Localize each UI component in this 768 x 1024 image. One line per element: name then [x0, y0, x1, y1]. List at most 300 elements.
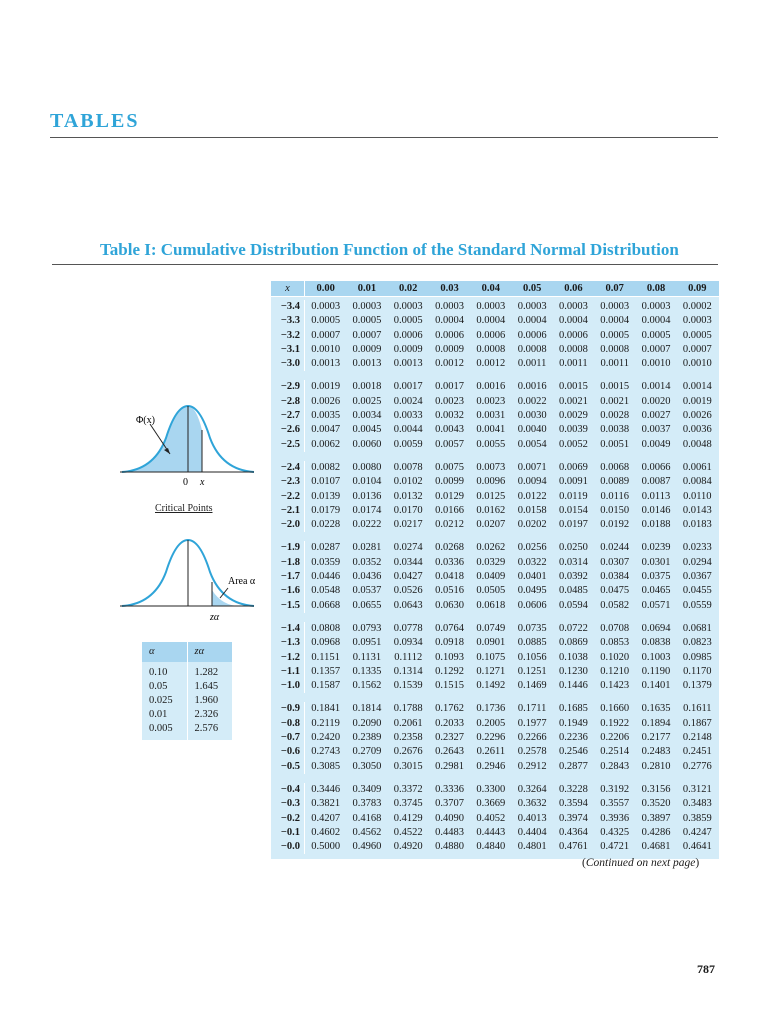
- tail-shaded-area: [212, 590, 240, 606]
- table-cell: 0.3821: [311, 798, 341, 810]
- table-cell: 0.0582: [600, 599, 630, 611]
- table-cell: 0.0594: [558, 599, 588, 611]
- table-cell: 0.2912: [517, 760, 547, 772]
- table-cell: 0.0061: [682, 461, 712, 473]
- table-cell: 0.4483: [435, 826, 464, 838]
- table-cell: 0.0018: [352, 381, 382, 393]
- table-row: [271, 783, 719, 797]
- row-x-value: −3.4: [271, 300, 305, 314]
- table-cell: 0.0012: [476, 358, 506, 370]
- table-cell: 0.0170: [393, 504, 423, 516]
- table-row: [142, 722, 232, 740]
- table-cell: 0.0013: [352, 358, 382, 370]
- table-cell: 0.0002: [682, 301, 712, 312]
- table-cell: 0.0618: [476, 599, 506, 611]
- table-cell: 0.2546: [558, 746, 588, 758]
- table-cell: 0.0005: [600, 329, 630, 341]
- table-cell: 0.0202: [517, 519, 547, 531]
- table-cell: 0.4168: [352, 812, 382, 824]
- table-cell: 0.1020: [600, 651, 630, 663]
- table-cell: 0.0071: [517, 461, 547, 473]
- table-cell: 0.0146: [641, 504, 671, 516]
- table-cell: 0.0008: [517, 343, 547, 355]
- table-row: [142, 708, 232, 722]
- row-x-value: −2.7: [271, 409, 305, 423]
- table-cell: 0.0322: [517, 556, 547, 568]
- row-x-value: −3.2: [271, 329, 305, 343]
- table-cell: 0.1446: [558, 680, 588, 692]
- row-x-value: −0.2: [271, 812, 305, 826]
- table-cell: 0.2358: [393, 732, 423, 744]
- table-cell: 0.0049: [641, 438, 671, 450]
- z-alpha-label: zα: [210, 612, 220, 623]
- table-cell: 0.1401: [641, 680, 671, 692]
- table-cell: 0.4801: [517, 841, 547, 853]
- table-cell: 0.2266: [517, 732, 547, 744]
- table-cell: 0.0119: [559, 490, 588, 502]
- table-cell: 0.4404: [517, 826, 547, 838]
- continued-close: ): [695, 857, 700, 869]
- column-header: 0.07: [605, 283, 624, 294]
- table-cell: 0.0030: [517, 410, 547, 422]
- table-row: [271, 731, 719, 745]
- page-number: 787: [697, 962, 715, 976]
- row-x-value: −3.3: [271, 314, 305, 328]
- table-cell: 0.0764: [435, 622, 464, 634]
- table-cell: 0.0068: [600, 461, 630, 473]
- table-cell: 0.0031: [476, 410, 506, 422]
- table-cell: 0.1469: [517, 680, 547, 692]
- table-cell: 0.0003: [435, 301, 464, 312]
- row-x-value: −3.0: [271, 357, 305, 371]
- row-group: [271, 380, 719, 451]
- table-cell: 0.3936: [600, 812, 630, 824]
- table-cell: 0.4207: [311, 812, 341, 824]
- table-cell: 0.0838: [641, 637, 671, 649]
- table-cell: 0.0007: [311, 329, 341, 341]
- table-cell: 0.0003: [600, 301, 630, 312]
- table-cell: 0.0505: [476, 585, 506, 597]
- table-cell: 0.0099: [435, 476, 464, 488]
- table-cell: 0.0122: [517, 490, 547, 502]
- table-cell: 0.1685: [558, 703, 588, 715]
- column-header: 0.00: [316, 283, 335, 294]
- table-cell: 0.0007: [682, 343, 712, 355]
- table-cell: 0.4052: [476, 812, 506, 824]
- table-cell: 0.0495: [517, 585, 547, 597]
- table-cell: 0.1271: [476, 665, 506, 677]
- table-cell: 0.5000: [311, 841, 341, 853]
- table-cell: 0.0668: [311, 599, 341, 611]
- table-cell: 0.0262: [476, 542, 506, 554]
- table-cell: 0.0132: [393, 490, 423, 502]
- table-cell: 0.1788: [393, 703, 423, 715]
- table-cell: 0.0075: [435, 461, 464, 473]
- table-cell: 0.0003: [517, 301, 547, 312]
- table-cell: 0.0009: [435, 343, 464, 355]
- table-cell: 0.0019: [682, 395, 712, 407]
- table-row: [142, 680, 232, 694]
- table-cell: 0.3632: [517, 798, 547, 810]
- table-cell: 0.0301: [641, 556, 671, 568]
- table-cell: 0.0778: [393, 622, 423, 634]
- table-cell: 0.0026: [311, 395, 341, 407]
- table-cell: 0.0010: [682, 358, 712, 370]
- table-cell: 0.1170: [683, 665, 712, 677]
- table-cell: 0.0239: [641, 542, 671, 554]
- table-cell: 0.0004: [641, 315, 671, 327]
- table-cell: 0.1894: [641, 717, 671, 729]
- table-cell: 0.0384: [600, 571, 630, 583]
- row-x-value: −2.8: [271, 395, 305, 409]
- table-cell: 0.0722: [558, 622, 588, 634]
- table-cell: 0.0011: [559, 358, 588, 370]
- table-cell: 0.1762: [435, 703, 464, 715]
- alpha-header: α: [142, 642, 187, 662]
- table-cell: 0.3859: [682, 812, 712, 824]
- critical-point-illustration: [116, 520, 256, 624]
- z-value: 1.282: [194, 667, 219, 678]
- table-cell: 0.0005: [311, 315, 341, 327]
- row-x-value: −0.5: [271, 760, 305, 774]
- table-cell: 0.2981: [435, 760, 464, 772]
- table-cell: 0.0006: [435, 329, 464, 341]
- table-cell: 0.0055: [476, 438, 506, 450]
- table-cell: 0.0192: [600, 519, 630, 531]
- table-cell: 0.0526: [393, 585, 423, 597]
- table-cell: 0.0010: [641, 358, 671, 370]
- table-cell: 0.0059: [393, 438, 423, 450]
- table-row: [271, 679, 719, 693]
- table-row: [271, 556, 719, 570]
- table-cell: 0.2843: [600, 760, 630, 772]
- z-alpha-header: zα: [187, 642, 232, 662]
- row-x-value: −0.0: [271, 840, 305, 854]
- table-cell: 0.0054: [517, 438, 547, 450]
- table-cell: 0.0409: [476, 571, 506, 583]
- table-cell: 0.0016: [476, 381, 506, 393]
- table-row: [271, 622, 719, 636]
- table-cell: 0.0008: [476, 343, 506, 355]
- table-cell: 0.1492: [476, 680, 506, 692]
- table-cell: 0.0004: [476, 315, 506, 327]
- table-cell: 0.0869: [558, 637, 588, 649]
- table-cell: 0.0005: [641, 329, 671, 341]
- table-row: [271, 490, 719, 504]
- row-x-value: −0.4: [271, 783, 305, 797]
- table-cell: 0.0708: [600, 622, 630, 634]
- table-cell: 0.0548: [311, 585, 341, 597]
- row-x-value: −1.5: [271, 599, 305, 613]
- table-cell: 0.3156: [641, 783, 671, 795]
- table-cell: 0.2206: [600, 732, 630, 744]
- table-cell: 0.3446: [311, 783, 341, 795]
- table-cell: 0.0418: [435, 571, 464, 583]
- table-cell: 0.0013: [311, 358, 341, 370]
- table-cell: 0.0014: [641, 381, 671, 393]
- table-cell: 0.4286: [641, 826, 671, 838]
- x-label: x: [200, 477, 205, 488]
- column-header: 0.02: [399, 283, 418, 294]
- table-cell: 0.0125: [476, 490, 506, 502]
- table-row: [271, 438, 719, 452]
- table-row: [271, 717, 719, 731]
- continued-note: [582, 857, 699, 869]
- title-rule: [52, 264, 718, 265]
- table-cell: 0.0047: [311, 424, 341, 436]
- table-cell: 0.0008: [600, 343, 630, 355]
- row-x-value: −1.2: [271, 651, 305, 665]
- table-cell: 0.0062: [311, 438, 341, 450]
- table-cell: 0.4602: [311, 826, 341, 838]
- table-cell: 0.0073: [476, 461, 506, 473]
- table-cell: 0.0294: [682, 556, 712, 568]
- table-cell: 0.0096: [476, 476, 506, 488]
- table-row: [271, 504, 719, 518]
- table-cell: 0.0026: [682, 410, 712, 422]
- table-cell: 0.0025: [352, 395, 382, 407]
- table-cell: 0.0004: [435, 315, 464, 327]
- row-x-value: −1.3: [271, 636, 305, 650]
- table-cell: 0.1357: [311, 665, 341, 677]
- table-row: [271, 797, 719, 811]
- table-cell: 0.2877: [558, 760, 588, 772]
- table-cell: 0.1949: [558, 717, 588, 729]
- table-cell: 0.0007: [641, 343, 671, 355]
- table-cell: 0.0040: [517, 424, 547, 436]
- row-x-value: −2.4: [271, 461, 305, 475]
- table-cell: 0.0004: [600, 315, 630, 327]
- table-cell: 0.4522: [393, 826, 423, 838]
- table-cell: 0.0010: [311, 343, 341, 355]
- table-cell: 0.0006: [393, 329, 423, 341]
- alpha-value: 0.01: [142, 708, 187, 722]
- table-cell: 0.0014: [682, 381, 712, 393]
- table-cell: 0.0516: [435, 585, 464, 597]
- table-cell: 0.0485: [558, 585, 588, 597]
- table-cell: 0.1056: [517, 651, 547, 663]
- table-cell: 0.0078: [393, 461, 423, 473]
- table-cell: 0.0559: [682, 599, 712, 611]
- table-cell: 0.4641: [682, 841, 712, 853]
- table-cell: 0.0985: [682, 651, 712, 663]
- table-cell: 0.1587: [311, 680, 341, 692]
- table-cell: 0.2177: [641, 732, 671, 744]
- table-cell: 0.0681: [682, 622, 712, 634]
- table-row: [271, 343, 719, 357]
- table-cell: 0.0367: [682, 571, 712, 583]
- table-cell: 0.0427: [393, 571, 423, 583]
- table-cell: 0.2776: [682, 760, 712, 772]
- table-cell: 0.0401: [517, 571, 547, 583]
- column-header: 0.06: [564, 283, 583, 294]
- table-cell: 0.0179: [311, 504, 341, 516]
- table-row: [271, 665, 719, 679]
- table-cell: 0.0007: [352, 329, 382, 341]
- table-cell: 0.3372: [393, 783, 423, 795]
- table-cell: 0.0968: [311, 637, 341, 649]
- table-cell: 0.1151: [311, 651, 340, 663]
- table-cell: 0.0037: [641, 424, 671, 436]
- table-cell: 0.0003: [476, 301, 506, 312]
- table-cell: 0.0039: [558, 424, 588, 436]
- table-cell: 0.1423: [600, 680, 630, 692]
- table-row: [271, 826, 719, 840]
- table-cell: 0.0465: [641, 585, 671, 597]
- table-cell: 0.0005: [393, 315, 423, 327]
- table-row: [271, 840, 719, 854]
- table-cell: 0.2611: [476, 746, 506, 758]
- table-cell: 0.3300: [476, 783, 506, 795]
- table-header-row: [271, 281, 719, 297]
- table-cell: 0.3974: [558, 812, 588, 824]
- alpha-value: 0.05: [142, 680, 187, 694]
- heading-rule: [50, 137, 718, 138]
- z-value: 1.645: [194, 681, 219, 692]
- table-row: [271, 760, 719, 774]
- table-cell: 0.3336: [435, 783, 464, 795]
- table-cell: 0.0107: [311, 476, 341, 488]
- table-cell: 0.0188: [641, 519, 671, 531]
- table-row: [271, 812, 719, 826]
- table-row: [271, 745, 719, 759]
- table-cell: 0.0359: [311, 556, 341, 568]
- z-value: 1.960: [194, 695, 219, 706]
- row-x-value: −1.1: [271, 665, 305, 679]
- cdf-table: [271, 281, 719, 859]
- table-cell: 0.0197: [558, 519, 588, 531]
- table-cell: 0.0143: [682, 504, 712, 516]
- table-cell: 0.0455: [682, 585, 712, 597]
- table-cell: 0.3783: [352, 798, 382, 810]
- table-cell: 0.1112: [394, 651, 423, 663]
- row-x-value: −2.5: [271, 438, 305, 452]
- table-cell: 0.0749: [476, 622, 506, 634]
- table-cell: 0.2810: [641, 760, 671, 772]
- table-cell: 0.1841: [311, 703, 341, 715]
- table-cell: 0.0043: [435, 424, 464, 436]
- table-cell: 0.0009: [393, 343, 423, 355]
- table-cell: 0.0228: [311, 519, 341, 531]
- table-cell: 0.0009: [352, 343, 382, 355]
- table-cell: 0.0256: [517, 542, 547, 554]
- table-cell: 0.2451: [682, 746, 712, 758]
- table-cell: 0.0901: [476, 637, 506, 649]
- table-cell: 0.0003: [682, 315, 712, 327]
- table-cell: 0.0694: [641, 622, 671, 634]
- table-cell: 0.0003: [641, 301, 671, 312]
- table-cell: 0.0035: [311, 410, 341, 422]
- table-cell: 0.0446: [311, 571, 341, 583]
- table-cell: 0.4840: [476, 841, 506, 853]
- table-cell: 0.0017: [435, 381, 464, 393]
- x-column-header: x: [271, 281, 305, 296]
- table-cell: 0.3897: [641, 812, 671, 824]
- table-cell: 0.0793: [352, 622, 382, 634]
- table-cell: 0.0006: [476, 329, 506, 341]
- table-cell: 0.0150: [600, 504, 630, 516]
- table-cell: 0.0212: [435, 519, 464, 531]
- table-cell: 0.0005: [682, 329, 712, 341]
- row-x-value: −1.7: [271, 570, 305, 584]
- table-cell: 0.3409: [352, 783, 382, 795]
- table-row: [142, 694, 232, 708]
- table-cell: 0.1314: [393, 665, 423, 677]
- table-cell: 0.0244: [600, 542, 630, 554]
- table-cell: 0.3745: [393, 798, 423, 810]
- column-header: 0.03: [440, 283, 459, 294]
- table-cell: 0.2061: [393, 717, 423, 729]
- table-cell: 0.0087: [641, 476, 671, 488]
- table-cell: 0.0918: [435, 637, 464, 649]
- table-cell: 0.0013: [393, 358, 423, 370]
- table-cell: 0.3707: [435, 798, 464, 810]
- table-cell: 0.2420: [311, 732, 341, 744]
- table-row: [271, 599, 719, 613]
- table-cell: 0.0392: [558, 571, 588, 583]
- table-cell: 0.0475: [600, 585, 630, 597]
- column-header: 0.09: [688, 283, 707, 294]
- row-group: [271, 541, 719, 612]
- table-cell: 0.0012: [435, 358, 464, 370]
- row-x-value: −2.2: [271, 490, 305, 504]
- row-group: [271, 783, 719, 859]
- table-cell: 0.0217: [393, 519, 423, 531]
- table-cell: 0.0084: [682, 476, 712, 488]
- table-cell: 0.0352: [352, 556, 382, 568]
- critical-values-table: [142, 642, 232, 740]
- table-cell: 0.4681: [641, 841, 671, 853]
- table-row: [271, 461, 719, 475]
- table-cell: 0.1190: [641, 665, 671, 677]
- table-cell: 0.2743: [311, 746, 341, 758]
- table-cell: 0.1131: [352, 651, 382, 663]
- table-cell: 0.0222: [352, 519, 382, 531]
- table-cell: 0.4013: [517, 812, 547, 824]
- row-group: [271, 622, 719, 693]
- table-row: [271, 702, 719, 716]
- table-cell: 0.4443: [476, 826, 506, 838]
- table-cell: 0.0052: [558, 438, 588, 450]
- alpha-value: 0.10: [142, 662, 187, 680]
- zero-label: 0: [183, 477, 188, 488]
- table-cell: 0.0136: [352, 490, 382, 502]
- table-row: [271, 570, 719, 584]
- table-cell: 0.0537: [352, 585, 382, 597]
- row-x-value: −2.3: [271, 475, 305, 489]
- table-cell: 0.2676: [393, 746, 423, 758]
- table-row: [271, 329, 719, 343]
- table-cell: 0.3594: [558, 798, 588, 810]
- table-cell: 0.1379: [682, 680, 712, 692]
- table-cell: 0.4325: [600, 826, 630, 838]
- table-row: [271, 636, 719, 650]
- table-cell: 0.1093: [435, 651, 464, 663]
- section-heading: TABLES: [50, 110, 140, 132]
- table-cell: 0.0571: [641, 599, 671, 611]
- table-cell: 0.1977: [517, 717, 547, 729]
- table-cell: 0.0281: [352, 542, 382, 554]
- table-cell: 0.0158: [517, 504, 547, 516]
- table-row: [271, 395, 719, 409]
- table-cell: 0.0329: [476, 556, 506, 568]
- table-cell: 0.0207: [476, 519, 506, 531]
- table-cell: 0.0004: [558, 315, 588, 327]
- table-cell: 0.0102: [393, 476, 423, 488]
- table-cell: 0.2119: [311, 717, 340, 729]
- table-cell: 0.0069: [558, 461, 588, 473]
- table-cell: 0.0162: [476, 504, 506, 516]
